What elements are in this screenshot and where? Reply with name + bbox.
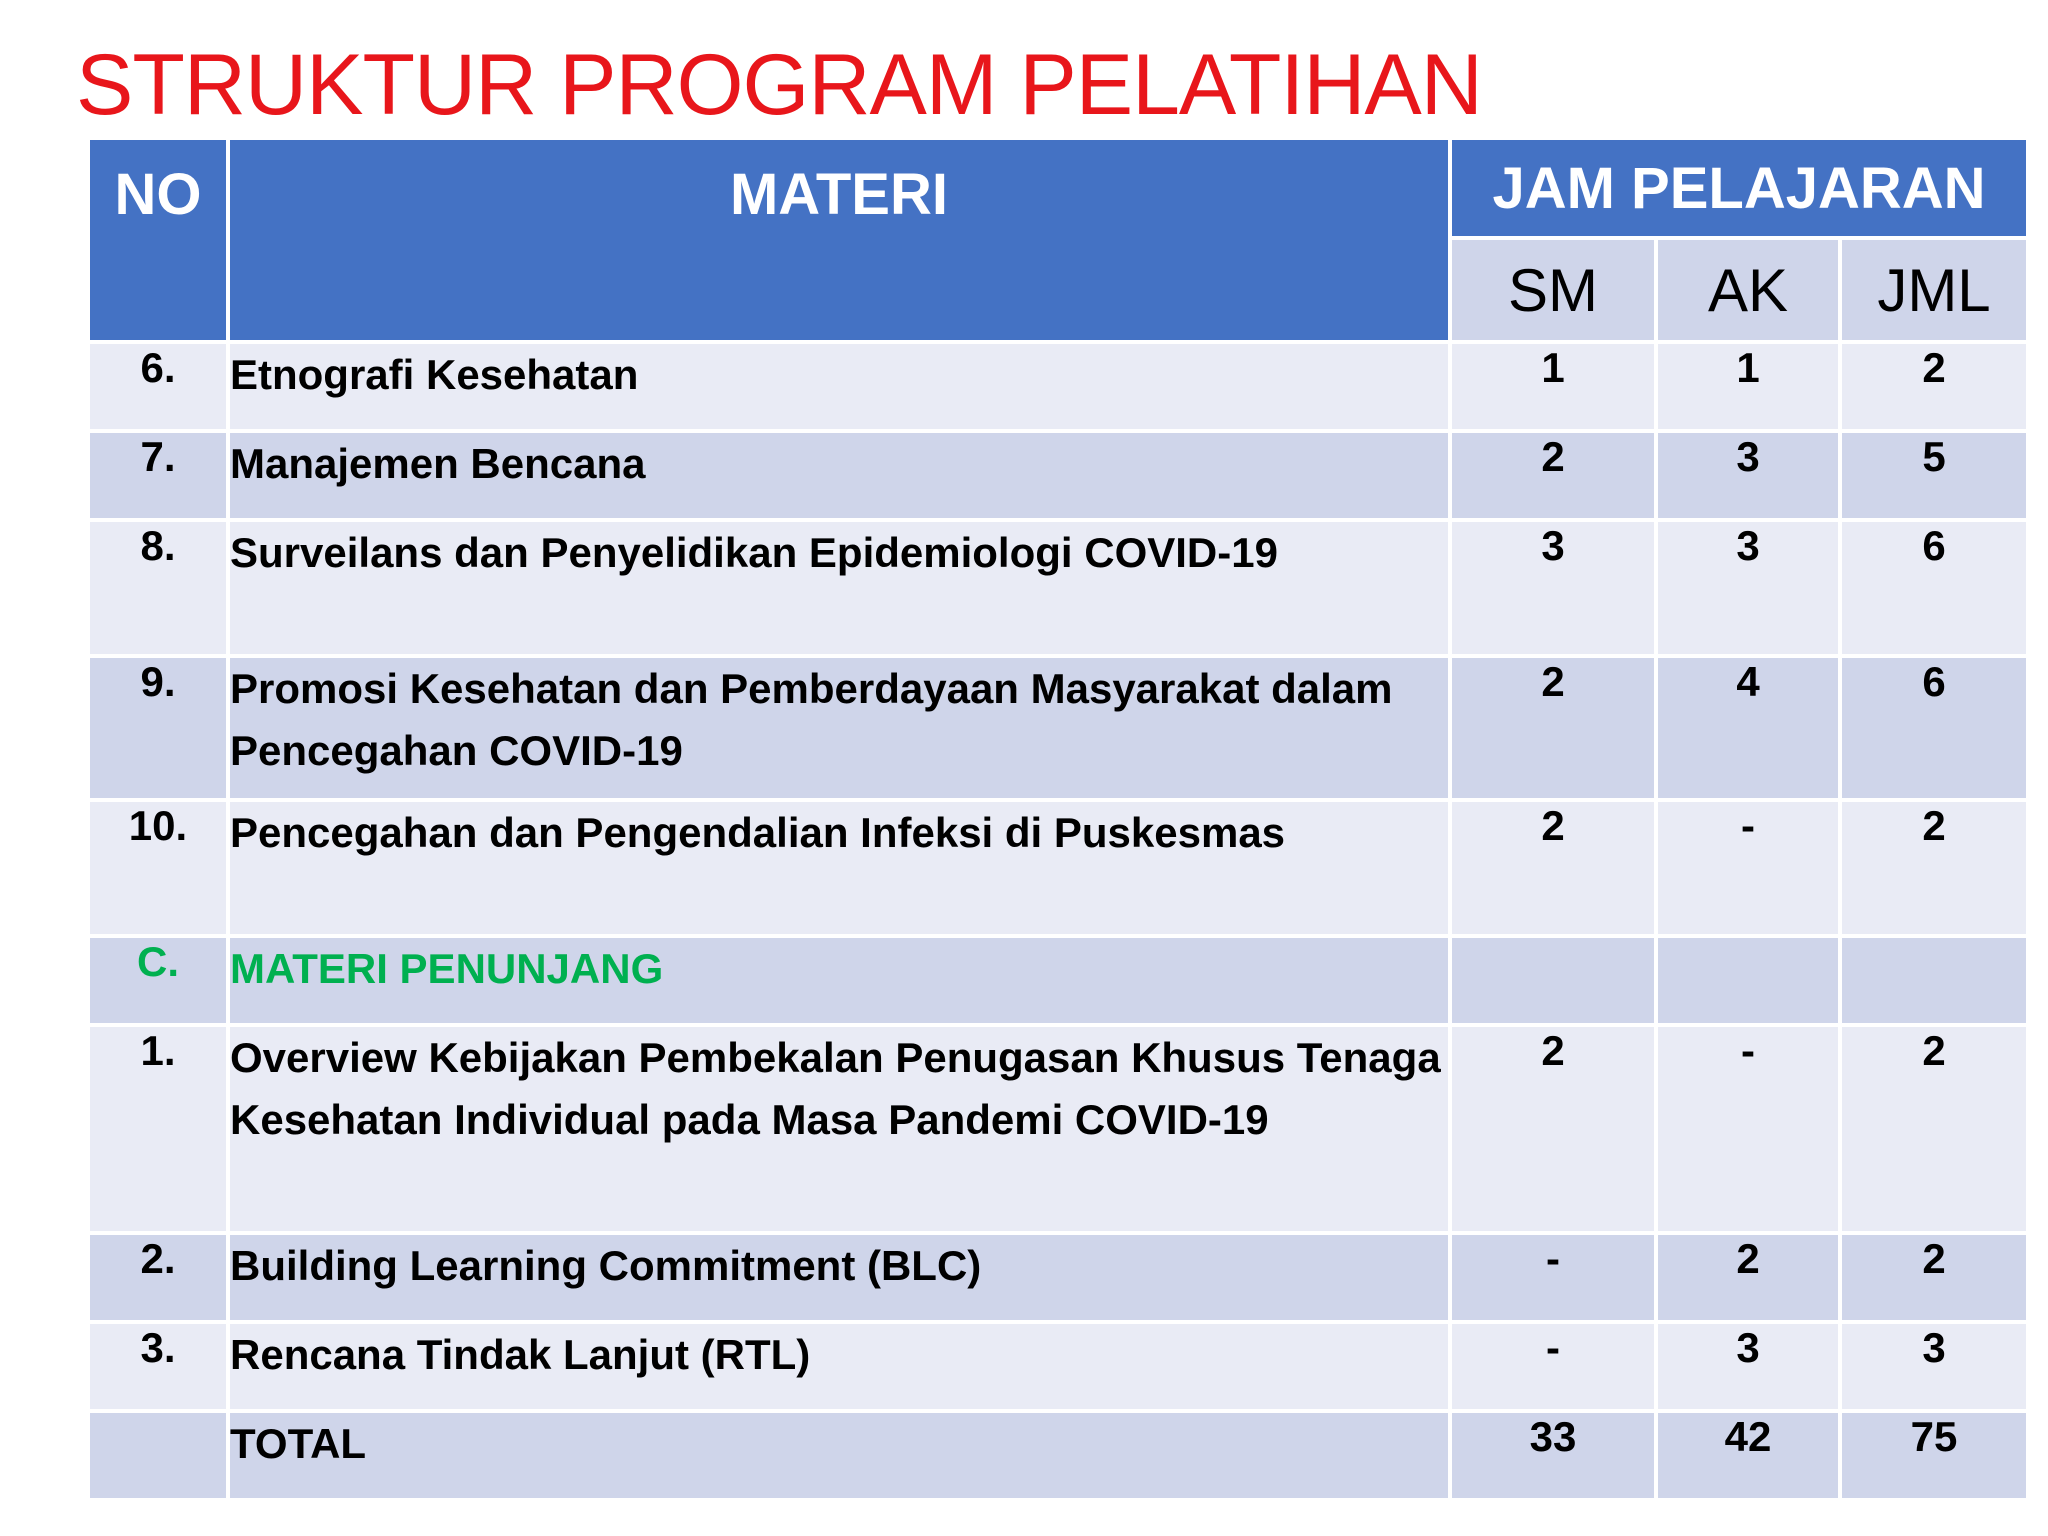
table-row — [88, 1025, 2028, 1233]
row-jml: 2 — [1840, 800, 2028, 936]
row-jml: 6 — [1840, 520, 2028, 656]
row-materi: Manajemen Bencana — [228, 431, 1450, 520]
row-sm — [1450, 936, 1656, 1025]
row-jml: 2 — [1840, 342, 2028, 431]
header-jml: JML — [1840, 238, 2028, 342]
table-row — [88, 1233, 2028, 1322]
row-ak: 3 — [1656, 431, 1840, 520]
total-label: TOTAL — [228, 1411, 1450, 1500]
row-sm: 2 — [1450, 800, 1656, 936]
row-sm: - — [1450, 1233, 1656, 1322]
table-row — [88, 342, 2028, 431]
row-materi: Surveilans dan Penyelidikan Epidemiologi COVID-19 — [228, 520, 1450, 656]
row-sm: 3 — [1450, 520, 1656, 656]
header-jam-pelajaran: JAM PELAJARAN — [1450, 138, 2028, 238]
row-ak: 1 — [1656, 342, 1840, 431]
total-row — [88, 1411, 2028, 1500]
table-row — [88, 800, 2028, 936]
table-row — [88, 431, 2028, 520]
row-no: 9. — [88, 656, 228, 800]
row-sm: 2 — [1450, 431, 1656, 520]
header-sm: SM — [1450, 238, 1656, 342]
row-ak: - — [1656, 800, 1840, 936]
total-no — [88, 1411, 228, 1500]
header-ak: AK — [1656, 238, 1840, 342]
row-ak: 3 — [1656, 520, 1840, 656]
row-ak: 4 — [1656, 656, 1840, 800]
row-ak: - — [1656, 1025, 1840, 1233]
row-no: 1. — [88, 1025, 228, 1233]
row-no: 7. — [88, 431, 228, 520]
row-sm: - — [1450, 1322, 1656, 1411]
header-materi: MATERI — [228, 138, 1450, 342]
row-ak: 2 — [1656, 1233, 1840, 1322]
header-no: NO — [88, 138, 228, 342]
total-sm: 33 — [1450, 1411, 1656, 1500]
row-no: 8. — [88, 520, 228, 656]
row-materi: Overview Kebijakan Pembekalan Penugasan Khusus Tenaga Kesehatan Individual pada Masa Pandemi COVID-19 — [228, 1025, 1450, 1233]
row-jml: 6 — [1840, 656, 2028, 800]
total-ak: 42 — [1656, 1411, 1840, 1500]
row-ak — [1656, 936, 1840, 1025]
row-sm: 2 — [1450, 656, 1656, 800]
row-materi: Etnografi Kesehatan — [228, 342, 1450, 431]
row-no: 2. — [88, 1233, 228, 1322]
row-sm: 2 — [1450, 1025, 1656, 1233]
table-row — [88, 1322, 2028, 1411]
row-jml: 2 — [1840, 1233, 2028, 1322]
row-no: 10. — [88, 800, 228, 936]
row-no: 3. — [88, 1322, 228, 1411]
row-jml: 3 — [1840, 1322, 2028, 1411]
row-jml: 2 — [1840, 1025, 2028, 1233]
page-title: STRUKTUR PROGRAM PELATIHAN — [76, 37, 1482, 133]
section-row — [88, 936, 2028, 1025]
row-materi: Pencegahan dan Pengendalian Infeksi di Puskesmas — [228, 800, 1450, 936]
row-materi: Rencana Tindak Lanjut (RTL) — [228, 1322, 1450, 1411]
row-materi: Building Learning Commitment (BLC) — [228, 1233, 1450, 1322]
section-title: MATERI PENUNJANG — [228, 936, 1450, 1025]
section-no: C. — [88, 936, 228, 1025]
row-jml: 5 — [1840, 431, 2028, 520]
training-program-table — [86, 136, 2030, 1502]
table-row — [88, 656, 2028, 800]
row-no: 6. — [88, 342, 228, 431]
row-materi: Promosi Kesehatan dan Pemberdayaan Masyarakat dalam Pencegahan COVID-19 — [228, 656, 1450, 800]
total-jml: 75 — [1840, 1411, 2028, 1500]
table-row — [88, 520, 2028, 656]
row-sm: 1 — [1450, 342, 1656, 431]
row-jml — [1840, 936, 2028, 1025]
row-ak: 3 — [1656, 1322, 1840, 1411]
